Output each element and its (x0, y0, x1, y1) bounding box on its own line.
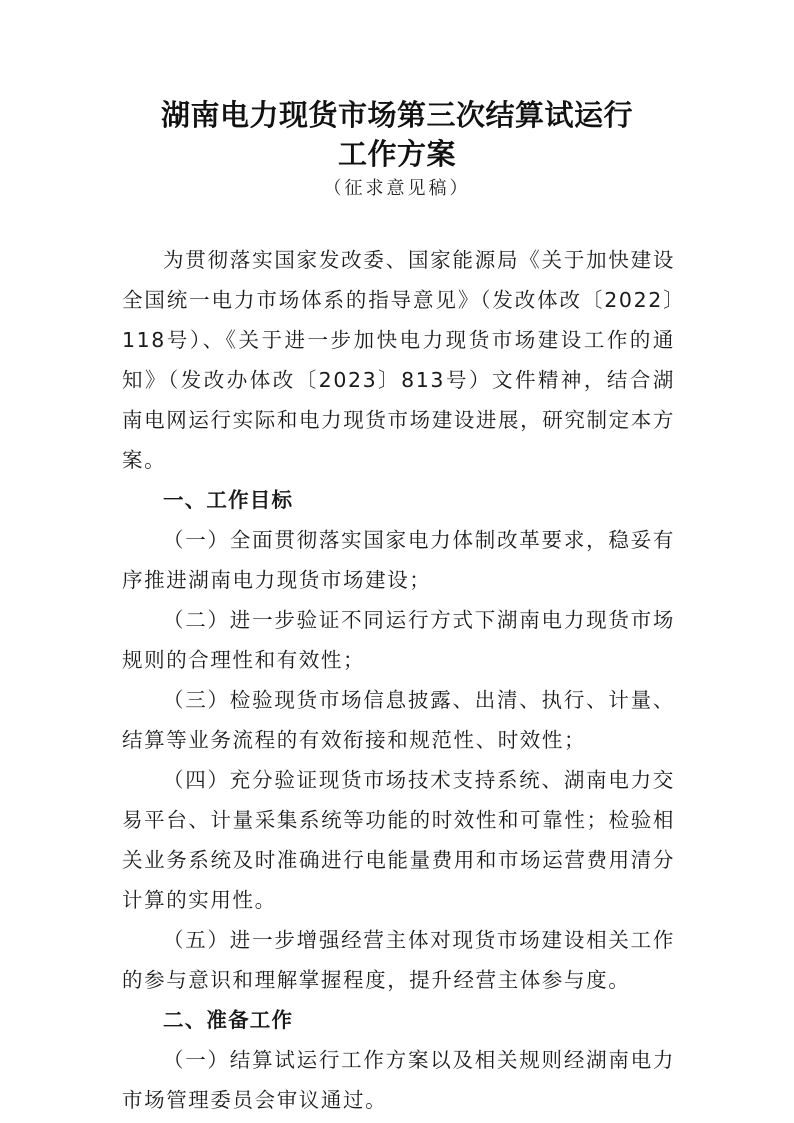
section1-item-4: （四）充分验证现货市场技术支持系统、湖南电力交易平台、计量采集系统等功能的时效性和可靠性；检验相关业务系统及时准确进行电能量费用和市场运营费用清分计算的实用性。 (122, 768, 675, 912)
section1-heading: 一、工作目标 (163, 488, 294, 512)
section1-item-3: （三）检验现货市场信息披露、出清、执行、计量、结算等业务流程的有效衔接和规范性、时效性； (122, 688, 675, 752)
document-subtitle: （征求意见稿） (323, 178, 471, 199)
section1-item-2: （二）进一步验证不同运行方式下湖南电力现货市场规则的合理性和有效性； (122, 608, 675, 672)
document-title-line1: 湖南电力现货市场第三次结算试运行 (160, 98, 633, 132)
section1-item-1: （一）全面贯彻落实国家电力体制改革要求，稳妥有序推进湖南电力现货市场建设； (122, 528, 675, 592)
document-title-line2: 工作方案 (337, 137, 456, 171)
intro-paragraph: 为贯彻落实国家发改委、国家能源局《关于加快建设全国统一电力市场体系的指导意见》（发改体改〔2022〕118号）、《关于进一步加快电力现货市场建设工作的通知》（发改办体改〔2023〕813号）文件精神，结合湖南电网运行实际和电力现货市场建设进展，研究制定本方案。 (122, 248, 675, 472)
section1-item-5: （五）进一步增强经营主体对现货市场建设相关工作的参与意识和理解掌握程度，提升经营主体参与度。 (122, 928, 675, 992)
section2-item-1: （一）结算试运行工作方案以及相关规则经湖南电力市场管理委员会审议通过。 (122, 1048, 675, 1112)
document-body (122, 240, 675, 1120)
section2-heading: 二、准备工作 (163, 1008, 294, 1032)
